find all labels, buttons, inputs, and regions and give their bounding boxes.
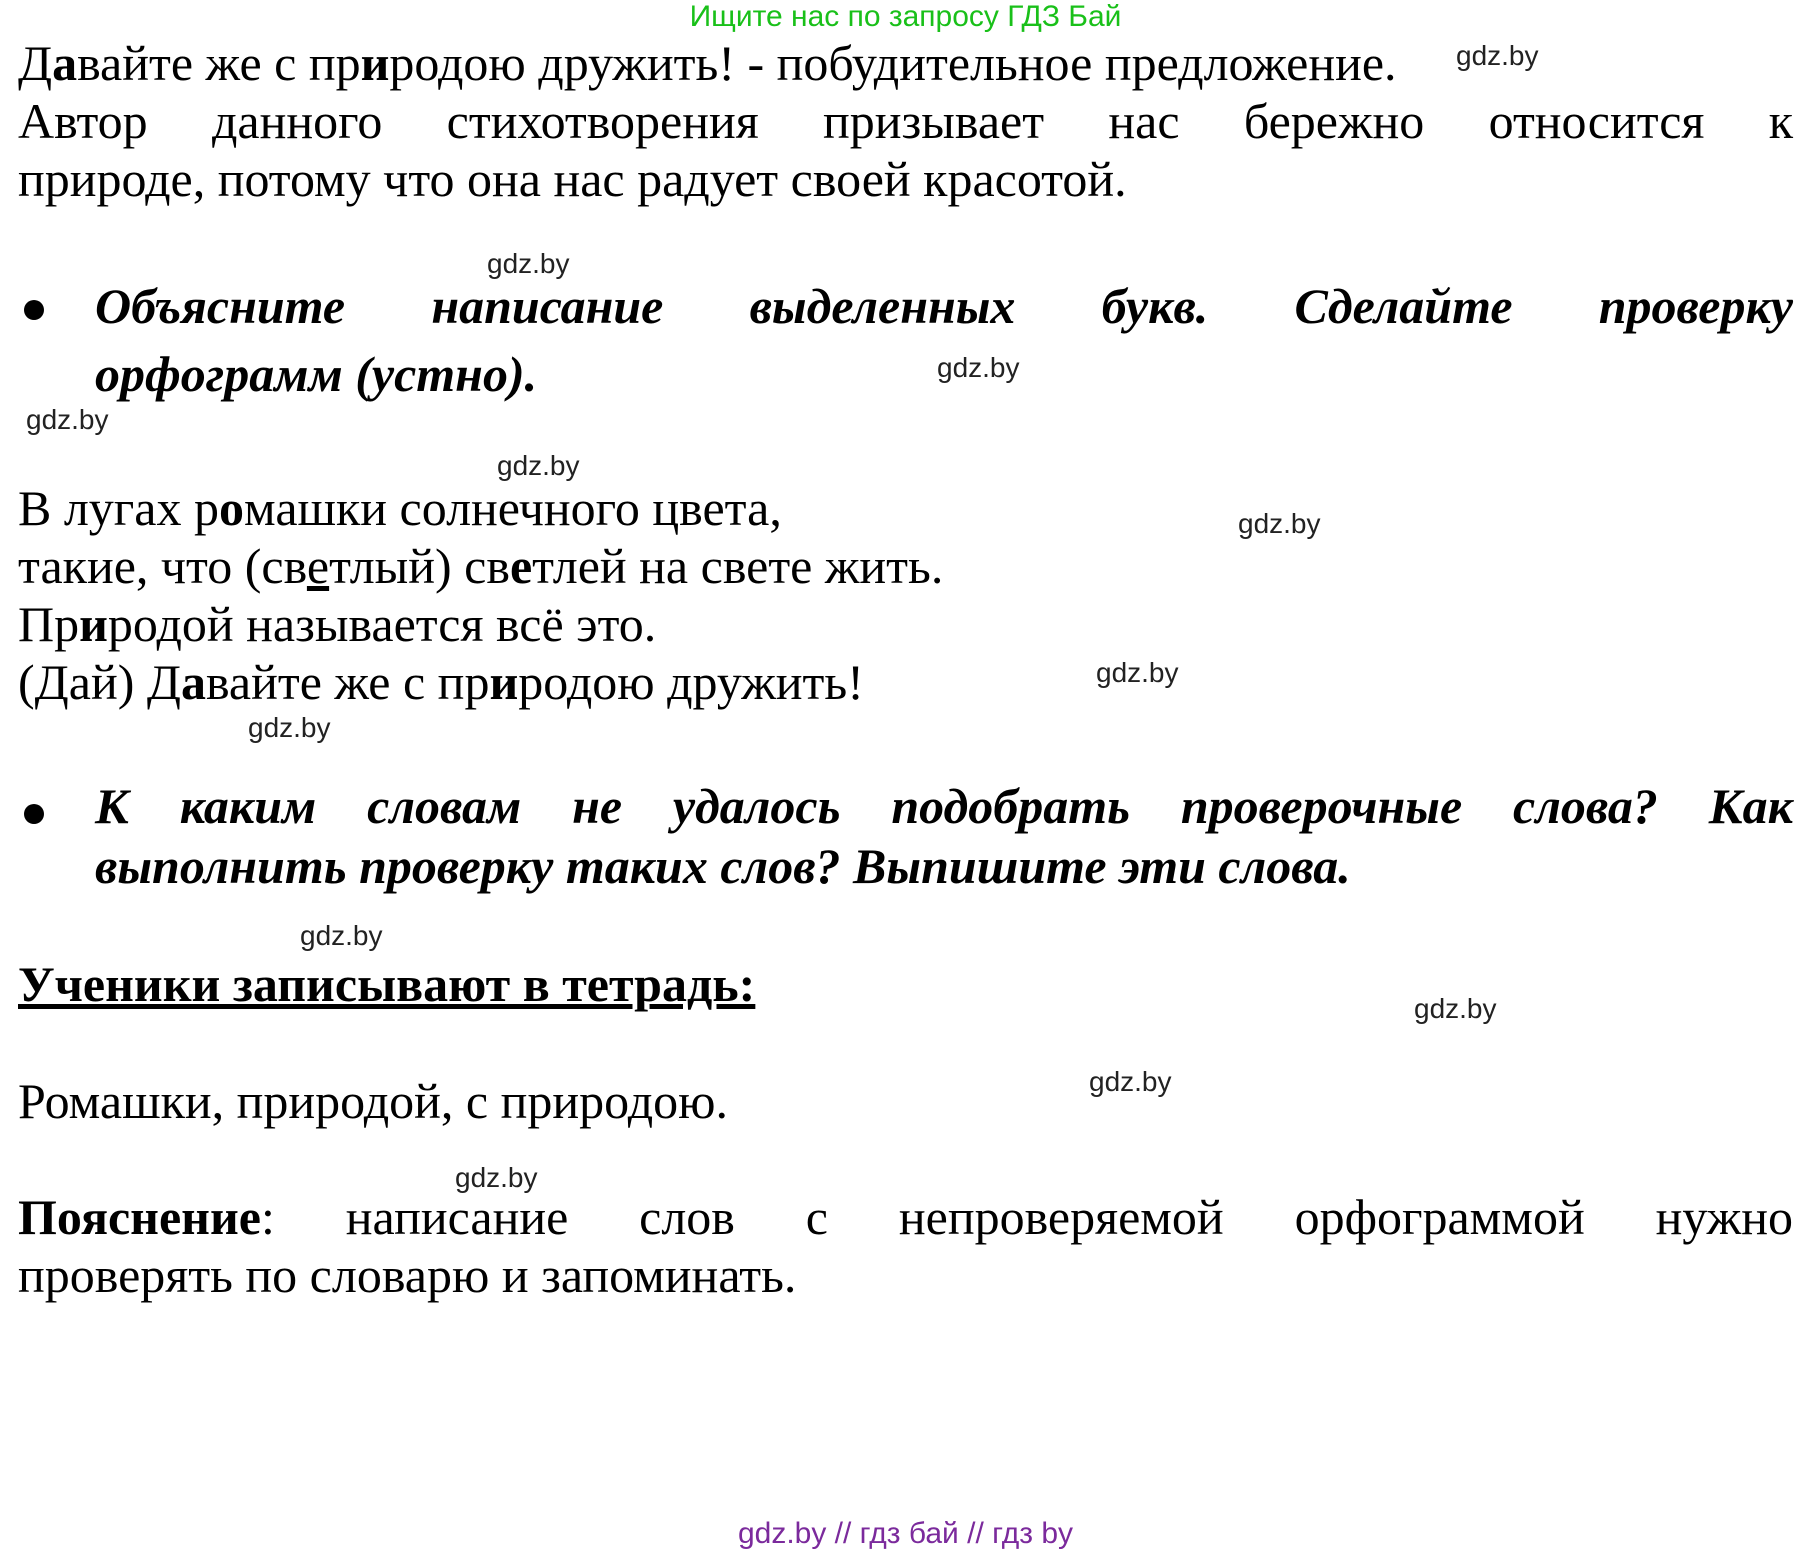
poem-line1	[18, 478, 782, 538]
notebook-heading: Ученики записывают в тетрадь:	[18, 956, 756, 1012]
highlighted-letter: а	[180, 654, 206, 710]
highlighted-letter: о	[219, 480, 245, 536]
text-run: В лугах р	[18, 480, 220, 536]
text-run: родою дружить!	[518, 654, 864, 710]
poem-line4	[18, 652, 864, 712]
task2-line2: выполнить проверку таких слов? Выпишите эти слова.	[95, 838, 1351, 894]
highlighted-letter: е	[509, 538, 533, 594]
watermark: gdz.by	[26, 404, 109, 435]
text-run: тлей на свете жить.	[532, 538, 944, 594]
text-run: Д	[18, 35, 53, 91]
poem-line3	[18, 594, 656, 654]
watermark: gdz.by	[1096, 657, 1179, 688]
highlighted-letter: и	[360, 35, 390, 91]
text-run: такие, что (св	[18, 538, 307, 594]
answer-line: Ромашки, природой, с природою.	[18, 1073, 728, 1129]
bullet-icon	[24, 300, 44, 320]
watermark: gdz.by	[1089, 1066, 1172, 1097]
explanation-line2: проверять по словарю и запоминать.	[18, 1247, 797, 1303]
watermark: gdz.by	[1456, 40, 1539, 71]
para1-line1	[18, 33, 1397, 93]
bottom-banner: gdz.by // гдз бай // гдз by	[737, 1517, 1074, 1550]
top-banner: Ищите нас по запросу ГДЗ Бай	[689, 0, 1122, 33]
highlighted-letter: а	[52, 35, 78, 91]
task1	[95, 272, 1793, 408]
text-run: родой называется всё это.	[107, 596, 657, 652]
text-run: вайте же с пр	[205, 654, 490, 710]
task1-line1: Объясните написание выделенных букв. Сделайте проверку	[95, 278, 1793, 334]
text-run: тлый) св	[329, 538, 510, 594]
text-run: вайте же с пр	[77, 35, 361, 91]
watermark: gdz.by	[300, 920, 383, 951]
highlighted-letter: и	[489, 654, 519, 710]
text-run: машки солнечного цвета,	[244, 480, 782, 536]
watermark: gdz.by	[937, 352, 1020, 383]
watermark: gdz.by	[248, 712, 331, 743]
explanation-line1	[18, 1187, 1793, 1247]
watermark: gdz.by	[455, 1162, 538, 1193]
watermark: gdz.by	[497, 450, 580, 481]
text-run: родою дружить! - побудительное предложение.	[389, 35, 1397, 91]
para1-line3: природе, потому что она нас радует своей красотой.	[18, 151, 1127, 207]
watermark: gdz.by	[1414, 993, 1497, 1024]
text-run: : написание слов с непроверяемой орфограммой нужно	[261, 1189, 1793, 1245]
highlighted-letter: и	[79, 596, 108, 652]
bullet-icon	[24, 804, 44, 824]
task2	[95, 776, 1793, 896]
underlined-letter: е	[306, 538, 330, 594]
watermark: gdz.by	[487, 248, 570, 279]
text-run: Пр	[18, 596, 80, 652]
watermark: gdz.by	[1238, 508, 1321, 539]
task1-line2: орфограмм (устно).	[95, 346, 538, 402]
poem-line2	[18, 536, 943, 596]
task2-line1: К каким словам не удалось подобрать проверочные слова? Как	[95, 778, 1793, 834]
para1-line2: Автор данного стихотворения призывает нас бережно относится к	[18, 93, 1793, 149]
text-run: (Дай) Д	[18, 654, 181, 710]
explanation-label: Пояснение	[18, 1189, 261, 1245]
